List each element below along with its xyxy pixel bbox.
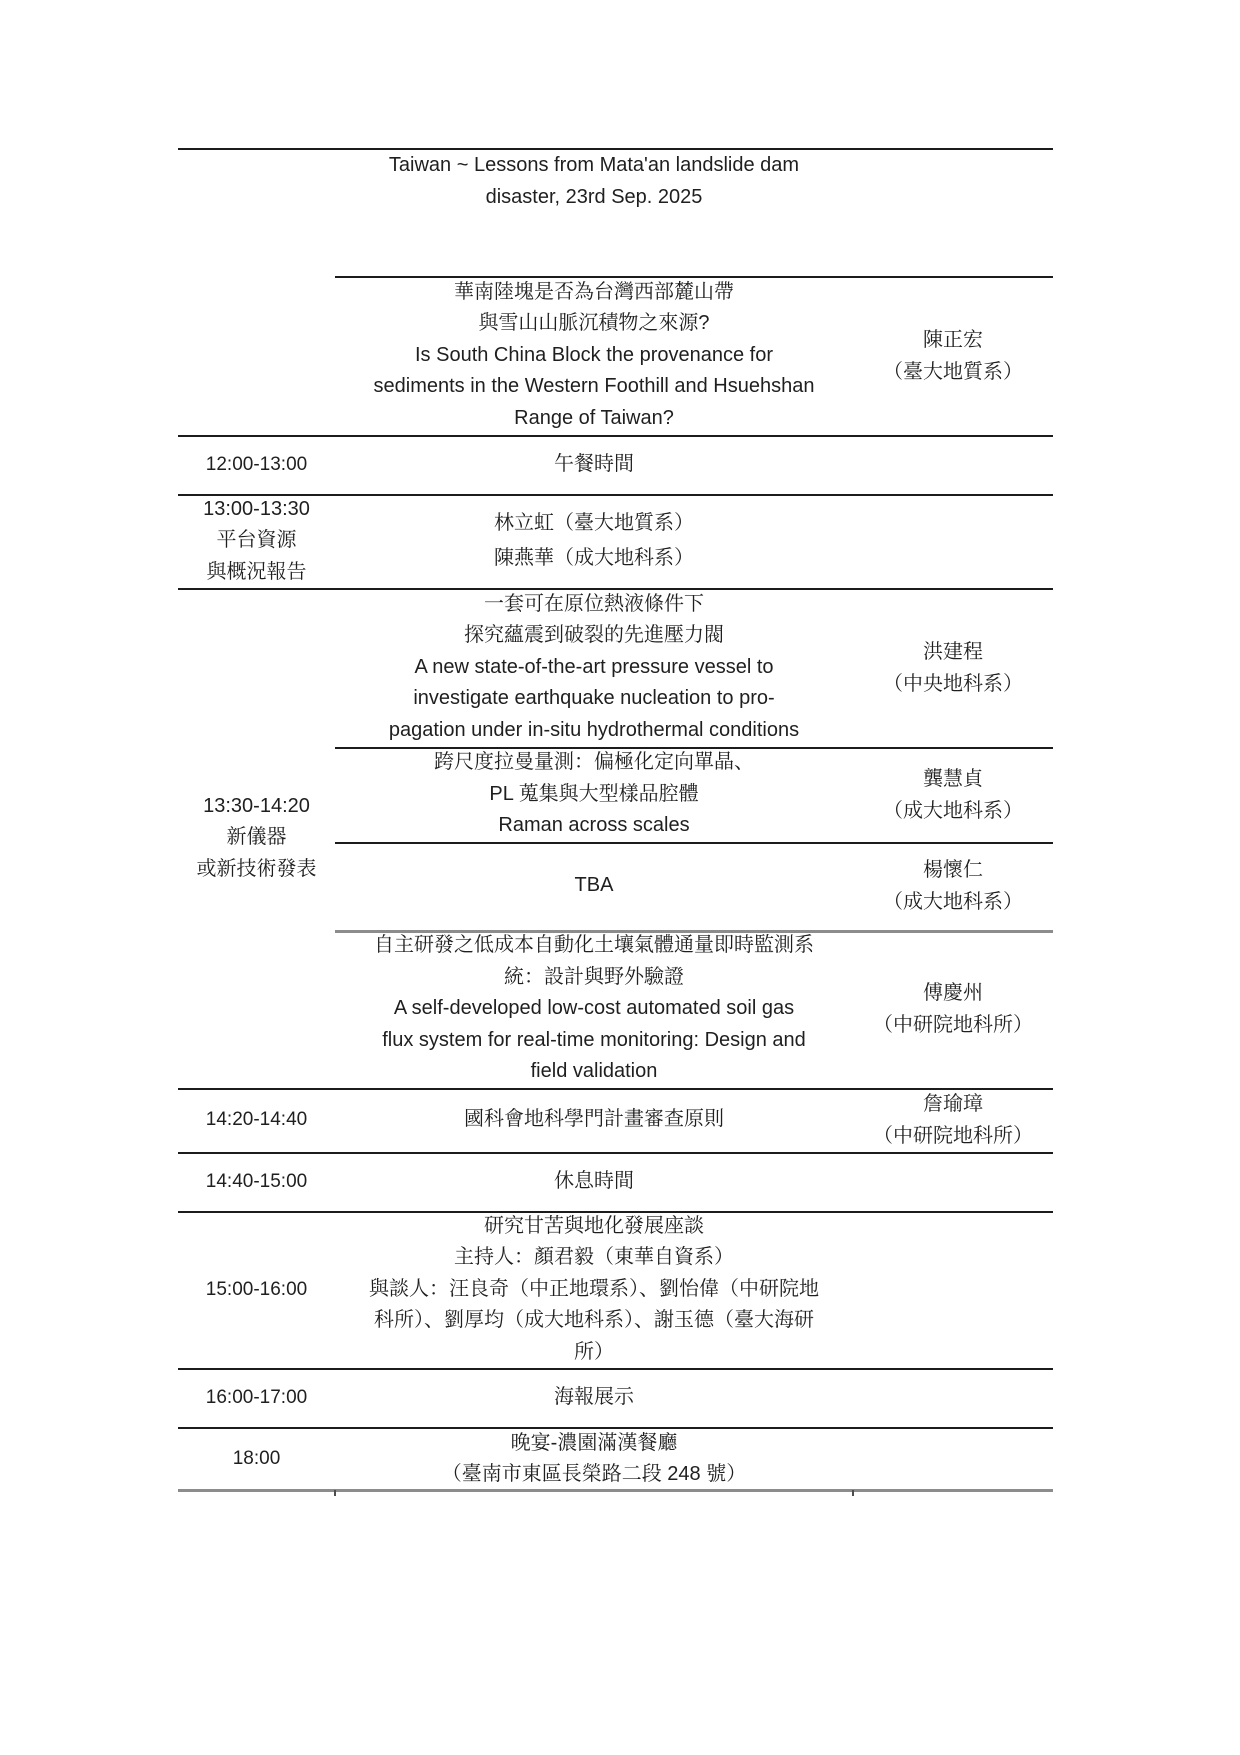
text-line: 一套可在原位熱液條件下: [484, 592, 704, 615]
text-line: A new state-of-the-art pressure vessel to: [414, 655, 774, 678]
session-title-cell: [335, 1152, 853, 1211]
text-line: Taiwan ~ Lessons from Mata'an landslide dam: [388, 154, 800, 176]
text-line: flux system for real-time monitoring: Design and: [382, 1028, 806, 1051]
time-cell: [178, 1152, 335, 1211]
speaker-cell: [853, 148, 1053, 276]
text-line: Raman across scales: [498, 814, 690, 837]
time-cell: [178, 588, 335, 1088]
time-cell: [178, 1211, 335, 1368]
speaker-cell: [853, 435, 1053, 494]
speaker-cell: [853, 842, 1053, 930]
time-cell: [178, 1427, 335, 1491]
session-title-cell: [335, 1211, 853, 1368]
row-divider: [178, 1088, 1053, 1090]
text-line: sediments in the Western Foothill and Hsuehshan: [373, 375, 815, 398]
time-cell: [178, 1088, 335, 1152]
row-divider: [335, 842, 1053, 844]
talk-row-soil-gas: [335, 930, 1053, 1088]
session-title-cell: [335, 842, 853, 930]
session-title-cell: [335, 148, 853, 276]
text-line: 與談人：汪良奇（中正地環系）、劉怡偉（中研院地: [369, 1277, 819, 1300]
time-label: 15:00-16:00: [205, 1278, 308, 1300]
row-divider: [178, 1368, 1053, 1370]
session-title-cell: [335, 930, 853, 1088]
schedule-row-instruments: [178, 588, 1053, 1088]
talk-row-raman: [335, 747, 1053, 842]
talk-row-pressure-vessel: [335, 588, 1053, 747]
text-line: 探究蘊震到破裂的先進壓力閥: [464, 624, 724, 647]
text-line: investigate earthquake nucleation to pro-: [413, 687, 775, 710]
row-divider: [178, 494, 1053, 496]
row-divider: [335, 276, 1053, 278]
text-line: 科所）、劉厚均（成大地科系）、謝玉德（臺大海研: [374, 1309, 814, 1332]
session-title: 休息時間: [554, 1169, 634, 1192]
speaker-cell: [853, 930, 1053, 1088]
speaker-affiliation: （中研院地科所）: [873, 1125, 1033, 1147]
speaker-affiliation: （臺大地質系）: [883, 360, 1023, 383]
text-line: （臺南市東區長榮路二段 248 號）: [441, 1463, 747, 1485]
text-line: 或新技術發表: [196, 857, 317, 880]
speaker-cell: [853, 747, 1053, 842]
table-bottom-border: [178, 1489, 1053, 1492]
text-line: PL 蒐集與大型樣品腔體: [489, 782, 699, 805]
text-line: 平台資源: [216, 529, 297, 552]
session-title-cell: [335, 276, 853, 435]
talk-row-tba: [335, 842, 1053, 930]
text-line: pagation under in-situ hydrothermal conditions: [388, 718, 800, 741]
row-divider: [178, 435, 1053, 437]
time-label: 18:00: [232, 1448, 281, 1470]
text-line: 統：設計與野外驗證: [504, 965, 684, 988]
speaker-cell: [853, 1368, 1053, 1427]
time-cell: [178, 435, 335, 494]
text-line: 自主研發之低成本自動化土壤氣體通量即時監測系: [374, 934, 814, 957]
text-line: 13:00-13:30: [203, 497, 310, 520]
time-cell: [178, 148, 335, 276]
time-label: 14:40-15:00: [205, 1170, 308, 1192]
schedule-row-lunch: [178, 435, 1053, 494]
speaker-affiliation: （成大地科系）: [883, 799, 1023, 822]
row-divider: [335, 747, 1053, 749]
speaker-cell: [853, 1427, 1053, 1491]
row-divider: [178, 1152, 1053, 1154]
text-line: 新儀器: [226, 826, 287, 849]
time-label: 12:00-13:00: [205, 453, 308, 475]
schedule-row-poster: [178, 1368, 1053, 1427]
session-title: 國科會地科學門計畫審查原則: [464, 1108, 724, 1131]
speaker-name: 洪建程: [923, 640, 983, 663]
text-line: TBA: [574, 874, 614, 897]
row-divider: [178, 588, 1053, 590]
instruments-subrows: [335, 588, 1053, 1088]
column-tick: [852, 1490, 854, 1496]
speaker-affiliation: （中央地科系）: [883, 672, 1023, 695]
speaker-affiliation: （成大地科系）: [883, 891, 1023, 913]
schedule-row-panel: [178, 1211, 1053, 1368]
row-divider: [335, 930, 1053, 933]
text-line: A self-developed low-cost automated soil gas: [393, 997, 795, 1020]
row-divider: [178, 1211, 1053, 1213]
speaker-affiliation: （中研院地科所）: [873, 1014, 1033, 1036]
text-line: 研究甘苦與地化發展座談: [484, 1214, 704, 1237]
session-title-cell: [335, 1088, 853, 1152]
text-line: field validation: [530, 1060, 658, 1083]
schedule-table: [178, 148, 1053, 1491]
speaker-name: 龔慧貞: [923, 767, 983, 790]
speaker-cell: [853, 588, 1053, 747]
session-title-cell: [335, 1368, 853, 1427]
speaker-cell: [853, 1211, 1053, 1368]
schedule-row-banquet: [178, 1427, 1053, 1491]
speaker-cell: [853, 494, 1053, 588]
time-cell: [178, 1368, 335, 1427]
text-line: 主持人：顏君毅（東華自資系）: [454, 1246, 734, 1269]
speaker-name: 楊懷仁: [923, 859, 983, 881]
speaker-name: 陳正宏: [923, 328, 983, 351]
speaker-list-cell: [335, 494, 853, 588]
time-cell: [178, 494, 335, 588]
column-tick: [334, 1490, 336, 1496]
session-title: 海報展示: [554, 1385, 634, 1408]
schedule-row-break: [178, 1152, 1053, 1211]
row-divider: [178, 148, 1053, 150]
schedule-row-platform: [178, 494, 1053, 588]
text-line: 華南陸塊是否為台灣西部麓山帶: [454, 280, 734, 303]
session-title-cell: [335, 588, 853, 747]
text-line: 與雪山山脈沉積物之來源?: [478, 312, 710, 335]
text-line: 跨尺度拉曼量測：偏極化定向單晶、: [434, 751, 754, 774]
text-line: Is South China Block the provenance for: [415, 343, 773, 366]
time-cell: [178, 276, 335, 435]
speaker-name: 詹瑜璋: [923, 1093, 983, 1115]
session-title: 午餐時間: [554, 452, 634, 475]
session-title-cell: [335, 1427, 853, 1491]
speaker-name: 傅慶州: [923, 982, 983, 1004]
schedule-row-review: [178, 1088, 1053, 1152]
text-line: 13:30-14:20: [203, 794, 310, 817]
speaker-cell: [853, 1088, 1053, 1152]
session-title-cell: [335, 747, 853, 842]
time-label: 14:20-14:40: [205, 1109, 308, 1131]
speaker-line: 陳燕華（成大地科系）: [494, 547, 694, 569]
row-divider: [178, 1427, 1053, 1429]
time-label: 16:00-17:00: [205, 1386, 308, 1408]
text-line: disaster, 23rd Sep. 2025: [485, 185, 703, 208]
schedule-row-provenance: [178, 276, 1053, 435]
text-line: 晚宴-濃園滿漢餐廳: [510, 1431, 678, 1454]
speaker-line: 林立虹（臺大地質系）: [494, 512, 694, 534]
text-line: 與概況報告: [206, 560, 307, 583]
text-line: 所）: [574, 1340, 614, 1363]
speaker-cell: [853, 1152, 1053, 1211]
session-title-cell: [335, 435, 853, 494]
text-line: Range of Taiwan?: [514, 406, 674, 429]
speaker-cell: [853, 276, 1053, 435]
schedule-row-header: [178, 148, 1053, 276]
